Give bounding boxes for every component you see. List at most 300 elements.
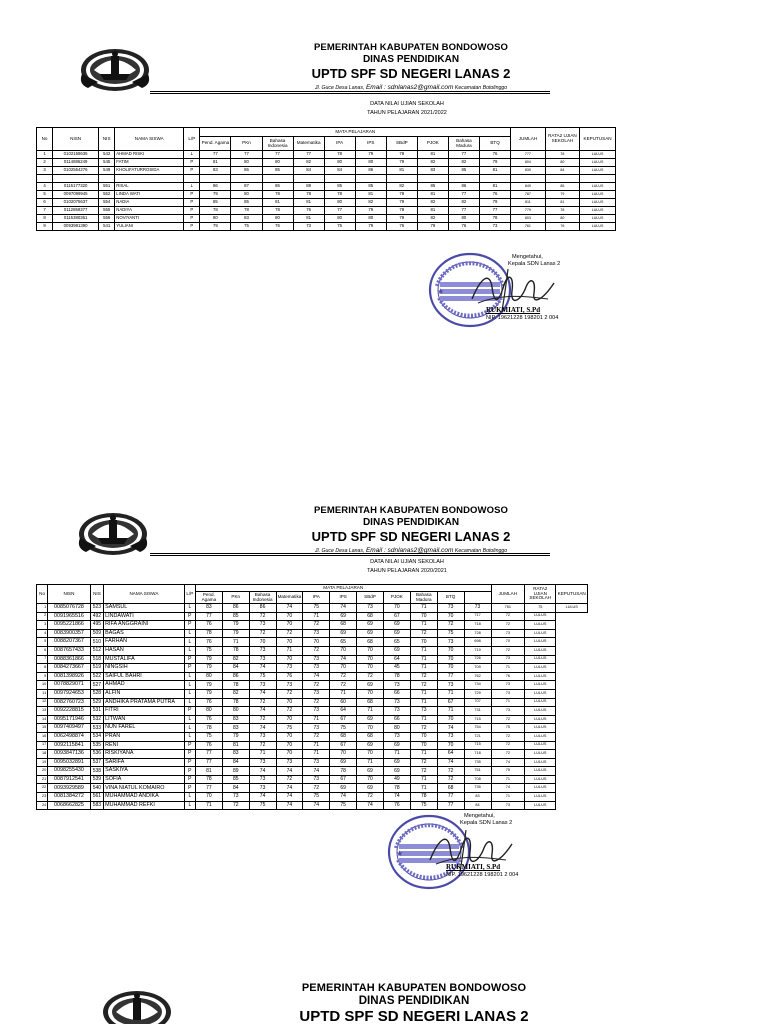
cell-name: YULIANI [115,223,184,231]
table-cell: 75 [231,223,262,231]
table-cell: L [184,732,195,741]
table-cell: 71 [303,612,330,621]
col-subject: IPA [324,137,355,151]
table-cell: 77 [262,151,293,159]
table-cell: 83 [231,215,262,223]
table-cell: 67 [330,741,357,750]
table-cell: 70 [437,664,464,673]
table-row [37,801,588,810]
address-street: Jl. Guce Desa Lanas, [314,85,365,91]
table-cell: 72 [410,629,437,638]
table-cell: 69 [357,741,384,750]
table-cell: 72 [357,793,384,802]
cell-name: FITRI [104,707,185,716]
table-cell: 73 [249,681,276,690]
table-cell: 73 [303,655,330,664]
table-cell: 81 [417,191,448,199]
table-cell: 82 [222,655,249,664]
grades-table-2021 [36,127,616,231]
table-cell: 70 [410,741,437,750]
table-row [37,646,588,655]
table-cell: 78 [383,784,410,793]
table-cell: 75 [303,604,330,613]
sign-name: RUKMIATI, S.Pd [486,306,541,314]
table-cell: 82 [448,199,479,207]
table-cell: 66 [383,689,410,698]
cell-total: 707 [464,698,491,707]
col-subject: Bahasa Indonesia [249,592,276,604]
table-cell: 79 [222,629,249,638]
cell-nisn: 0068662825 [48,801,91,810]
table-cell: 522 [90,672,103,681]
table-cell: 71 [410,698,437,707]
cell-average: 78 [545,207,580,215]
cell-average: 72 [491,750,525,759]
table-cell: 533 [90,724,103,733]
table-row [37,732,588,741]
table-cell: P [184,223,200,231]
cell-no: 6 [37,646,48,655]
cell-no: 16 [37,732,48,741]
cell-name: ANDHIKA PRATAMA PUTRA [104,698,185,707]
cell-decision: LULUS [525,741,556,750]
table-row [37,604,588,613]
table-row [37,758,588,767]
cell-no: 5 [37,638,48,647]
table-cell: 73 [303,775,330,784]
cell-decision: LULUS [525,707,556,716]
table-cell: 75 [324,223,355,231]
sign-acknowledged: Mengetahui, [512,254,543,260]
col-subject: Pend. Agama [195,592,222,604]
table-cell [386,175,417,183]
table-cell: P [184,767,195,776]
table-cell: 73 [437,681,464,690]
cell-name: SARIFA [104,758,185,767]
col-subject: SBdP [386,137,417,151]
table-cell: 71 [410,664,437,673]
col-nis: NIS [99,128,115,151]
cell-no: 8 [37,215,53,223]
table-cell: 80 [195,707,222,716]
table-cell: 70 [303,638,330,647]
table-cell: 78 [386,207,417,215]
cell-no: 5 [37,191,53,199]
table-cell: 75 [195,732,222,741]
table-cell: 71 [195,801,222,810]
cell-decision: LULUS [525,750,556,759]
table-cell: P [184,664,195,673]
cell-no: 3 [37,621,48,630]
table-row [37,175,616,183]
cell-decision: LULUS [525,732,556,741]
table-cell: 80 [200,215,231,223]
col-subject: IPS [355,137,386,151]
table-cell: 71 [410,604,437,613]
cell-average: 72 [491,621,525,630]
table-cell: 69 [383,767,410,776]
report-title-line1: DATA NILAI UJIAN SEKOLAH [370,559,444,565]
table-row [37,741,588,750]
cell-total [511,175,546,183]
table-cell: 78 [386,191,417,199]
table-cell: 73 [357,604,384,613]
cell-total: 762 [464,672,491,681]
grades-table-2020 [36,584,588,810]
cell-no: 19 [37,758,48,767]
cell-name: SASKIYA [104,767,185,776]
cell-nisn: 0087912541 [48,775,91,784]
table-cell: 78 [479,215,510,223]
cell-no: 2 [37,612,48,621]
table-cell: L [184,629,195,638]
table-cell: 83 [222,715,249,724]
cell-total: 839 [511,167,546,175]
table-cell: 71 [357,758,384,767]
cell-average: 84 [545,167,580,175]
letterhead-rule [150,553,550,556]
cell-total: 804 [511,159,546,167]
table-cell: 79 [195,689,222,698]
table-cell: 69 [383,741,410,750]
table-cell: 76 [195,715,222,724]
table-cell: 86 [231,167,262,175]
table-cell: 72 [276,775,303,784]
table-row [37,775,588,784]
table-cell: L [184,672,195,681]
table-cell: 84 [222,758,249,767]
cell-decision: LULUS [580,199,616,207]
table-cell [417,175,448,183]
cell-average: 76 [545,223,580,231]
table-cell: 71 [410,689,437,698]
report-title-line2: TAHUN PELAJARAN 2021/2022 [367,110,447,116]
cell-no: 10 [37,681,48,690]
col-subject: PJOK [417,137,448,151]
table-cell: 71 [410,655,437,664]
cell-no: 11 [37,689,48,698]
table-cell: 72 [330,681,357,690]
table-cell: 79 [355,207,386,215]
col-name: NAMA SISWA [104,585,185,604]
table-cell: 77 [448,191,479,199]
table-cell: 69 [383,621,410,630]
table-cell: 79 [195,664,222,673]
cell-average: 81 [545,199,580,207]
table-cell: 73 [464,604,491,613]
table-cell: 74 [303,767,330,776]
table-cell: 75 [276,724,303,733]
table-cell: 70 [357,689,384,698]
table-row [37,191,616,199]
table-cell: 73 [303,724,330,733]
table-cell: 70 [437,715,464,724]
table-cell: 80 [231,191,262,199]
table-cell [479,175,510,183]
table-cell: 70 [437,655,464,664]
table-cell: 74 [276,801,303,810]
table-cell: 78 [231,207,262,215]
cell-name: NADIA [115,199,184,207]
cell-average: 73 [491,655,525,664]
table-cell: 81 [417,207,448,215]
cell-decision: LULUS [525,758,556,767]
table-cell: 72 [357,672,384,681]
table-cell: 82 [355,199,386,207]
cell-decision: LULUS [580,215,616,223]
table-cell: 69 [330,758,357,767]
col-subject: Matematika [293,137,324,151]
address-email: Email : sdnlanas2@gmail.com [365,84,454,91]
cell-nisn: 0062498874 [48,732,91,741]
cell-average: 85 [545,183,580,191]
table-cell: 72 [437,775,464,784]
cell-total: 718 [464,750,491,759]
sign-nip: NIP. 19621228 198201 2 004 [446,872,519,879]
table-cell: 74 [276,784,303,793]
table-cell: 85 [222,612,249,621]
table-cell: L [184,604,195,613]
table-cell: 73 [479,223,510,231]
cell-no: 12 [37,698,48,707]
table-cell: 77 [195,750,222,759]
table-cell: 77 [195,758,222,767]
col-subject: PKn [231,137,262,151]
table-cell: 78 [386,151,417,159]
cell-name: LITWAN [104,715,185,724]
table-cell: 64 [383,655,410,664]
table-cell: 76 [195,741,222,750]
cell-average: 72 [491,715,525,724]
table-cell: 72 [249,629,276,638]
cell-nisn: 0114886249 [53,159,99,167]
table-cell: P [184,741,195,750]
table-cell: 65 [330,638,357,647]
cell-name: NINGSIH [104,664,185,673]
cell-no: 24 [37,801,48,810]
table-cell [448,175,479,183]
table-cell: 70 [276,715,303,724]
table-cell: 73 [222,793,249,802]
table-cell: 78 [262,207,293,215]
cell-average: 74 [491,784,525,793]
table-cell [324,175,355,183]
cell-total: 735 [464,758,491,767]
table-cell: 79 [479,199,510,207]
table-row [37,681,588,690]
table-cell: 73 [410,707,437,716]
cell-name: NADIYA [115,207,184,215]
table-cell: 69 [357,784,384,793]
gov-heading: PEMERINTAH KABUPATEN BONDOWOSO [301,982,527,994]
table-cell: 68 [330,621,357,630]
table-cell: 70 [357,775,384,784]
table-cell: 80 [448,215,479,223]
table-row [37,689,588,698]
table-cell: L [184,646,195,655]
table-cell: L [184,183,200,191]
table-cell: 72 [276,629,303,638]
cell-nisn: 0095032891 [48,758,91,767]
table-cell: 73 [303,689,330,698]
cell-average: 75 [491,767,525,776]
cell-no: 18 [37,750,48,759]
table-cell [355,175,386,183]
table-cell: 86 [222,672,249,681]
table-cell: 74 [276,793,303,802]
table-cell: 72 [303,732,330,741]
cell-total: 731 [464,707,491,716]
cell-decision: LULUS [525,689,556,698]
cell-no: 4 [37,629,48,638]
table-cell: P [184,199,200,207]
table-row [37,707,588,716]
table-row [37,167,616,175]
table-cell: 77 [231,151,262,159]
table-cell: 76 [195,621,222,630]
cell-no: 23 [37,793,48,802]
table-row [37,724,588,733]
table-cell [293,175,324,183]
cell-name: AHMAD [104,681,185,690]
table-cell: 73 [303,758,330,767]
table-cell: 78 [324,151,355,159]
table-cell: L [184,715,195,724]
cell-total: 717 [464,612,491,621]
table-cell: 75 [249,801,276,810]
cell-name: LINDA WATI [115,191,184,199]
table-cell: 72 [330,672,357,681]
cell-decision: LULUS [525,612,556,621]
table-cell: 80 [383,724,410,733]
table-cell: 85 [262,167,293,175]
table-cell: 73 [303,664,330,673]
table-cell: 64 [330,707,357,716]
table-cell: 78 [195,775,222,784]
table-row [37,207,616,215]
table-cell: 74 [276,767,303,776]
cell-total: 761 [511,223,546,231]
cell-name: VINA NIATUL KOMAIRO [104,784,185,793]
table-cell: P [184,758,195,767]
col-total: JUMLAH [511,128,546,151]
cell-name: FARHAN [104,638,185,647]
table-cell: 82 [386,183,417,191]
svg-text:★: ★ [396,849,404,858]
cell-average: 71 [491,664,525,673]
cell-nisn: 0092115841 [48,741,91,750]
cell-average: 71 [491,775,525,784]
table-cell: 518 [90,655,103,664]
cell-name: BAGAS [104,629,185,638]
table-cell: 78 [222,698,249,707]
table-cell: 79 [386,199,417,207]
cell-average: 71 [491,793,525,802]
cell-total: 84 [464,801,491,810]
table-cell: 74 [437,758,464,767]
table-cell: 69 [357,621,384,630]
table-cell: 73 [303,707,330,716]
table-row [37,151,616,159]
table-cell: 72 [410,724,437,733]
cell-total: 777 [511,151,546,159]
table-cell: 73 [276,758,303,767]
table-cell: L [184,724,195,733]
cell-average: 76 [491,672,525,681]
table-cell: 69 [383,629,410,638]
sign-role: Kepala SDN Lanas 2 [460,820,513,827]
table-cell: 64 [437,750,464,759]
table-row [37,793,588,802]
cell-decision: LULUS [580,167,616,175]
table-cell: 74 [303,801,330,810]
table-cell: 78 [383,672,410,681]
table-cell: 67 [383,612,410,621]
cell-decision: LULUS [525,672,556,681]
table-cell: 77 [200,151,231,159]
table-cell: 72 [303,621,330,630]
table-cell: 70 [276,750,303,759]
table-cell: 74 [330,793,357,802]
table-cell: 69 [357,767,384,776]
table-cell: 74 [330,604,357,613]
table-cell: 85 [222,775,249,784]
cell-decision: LULUS [525,655,556,664]
cell-total: 715 [464,715,491,724]
cell-decision: LULUS [580,207,616,215]
address-district: Kecamatan Botolinggo [454,548,508,554]
col-average: RATA2 UJIAN SEKOLAH [545,128,580,151]
table-cell: 81 [386,167,417,175]
table-cell: 70 [276,638,303,647]
cell-average: 79 [545,191,580,199]
cell-no: 4 [37,183,53,191]
table-cell: 73 [383,732,410,741]
table-cell: 80 [324,199,355,207]
cell-no: 1 [37,604,48,613]
cell-no: 21 [37,775,48,784]
address-district: Kecamatan Botolinggo [454,85,508,91]
table-cell: 71 [222,638,249,647]
table-cell: P [184,775,195,784]
table-cell: 45 [383,664,410,673]
table-cell: 74 [249,793,276,802]
cell-nisn: 0102075637 [53,199,99,207]
cell-decision: LULUS [525,646,556,655]
table-cell: 79 [355,223,386,231]
table-cell: 85 [231,199,262,207]
table-cell: 78 [195,724,222,733]
col-subject: Bahasa Madura [410,592,437,604]
table-row [37,784,588,793]
table-cell: 72 [410,681,437,690]
table-row [37,672,588,681]
cell-no: 1 [37,151,53,159]
table-cell: 85 [417,183,448,191]
table-cell: 76 [276,672,303,681]
table-cell: 72 [303,698,330,707]
table-cell: 71 [410,775,437,784]
table-cell: 82 [448,159,479,167]
table-cell: 76 [479,151,510,159]
cell-total: 811 [511,199,546,207]
table-cell: 74 [249,707,276,716]
table-cell: 72 [410,672,437,681]
cell-decision: LULUS [525,638,556,647]
table-cell: 80 [355,159,386,167]
table-cell: 541 [99,223,115,231]
table-cell: P [184,784,195,793]
